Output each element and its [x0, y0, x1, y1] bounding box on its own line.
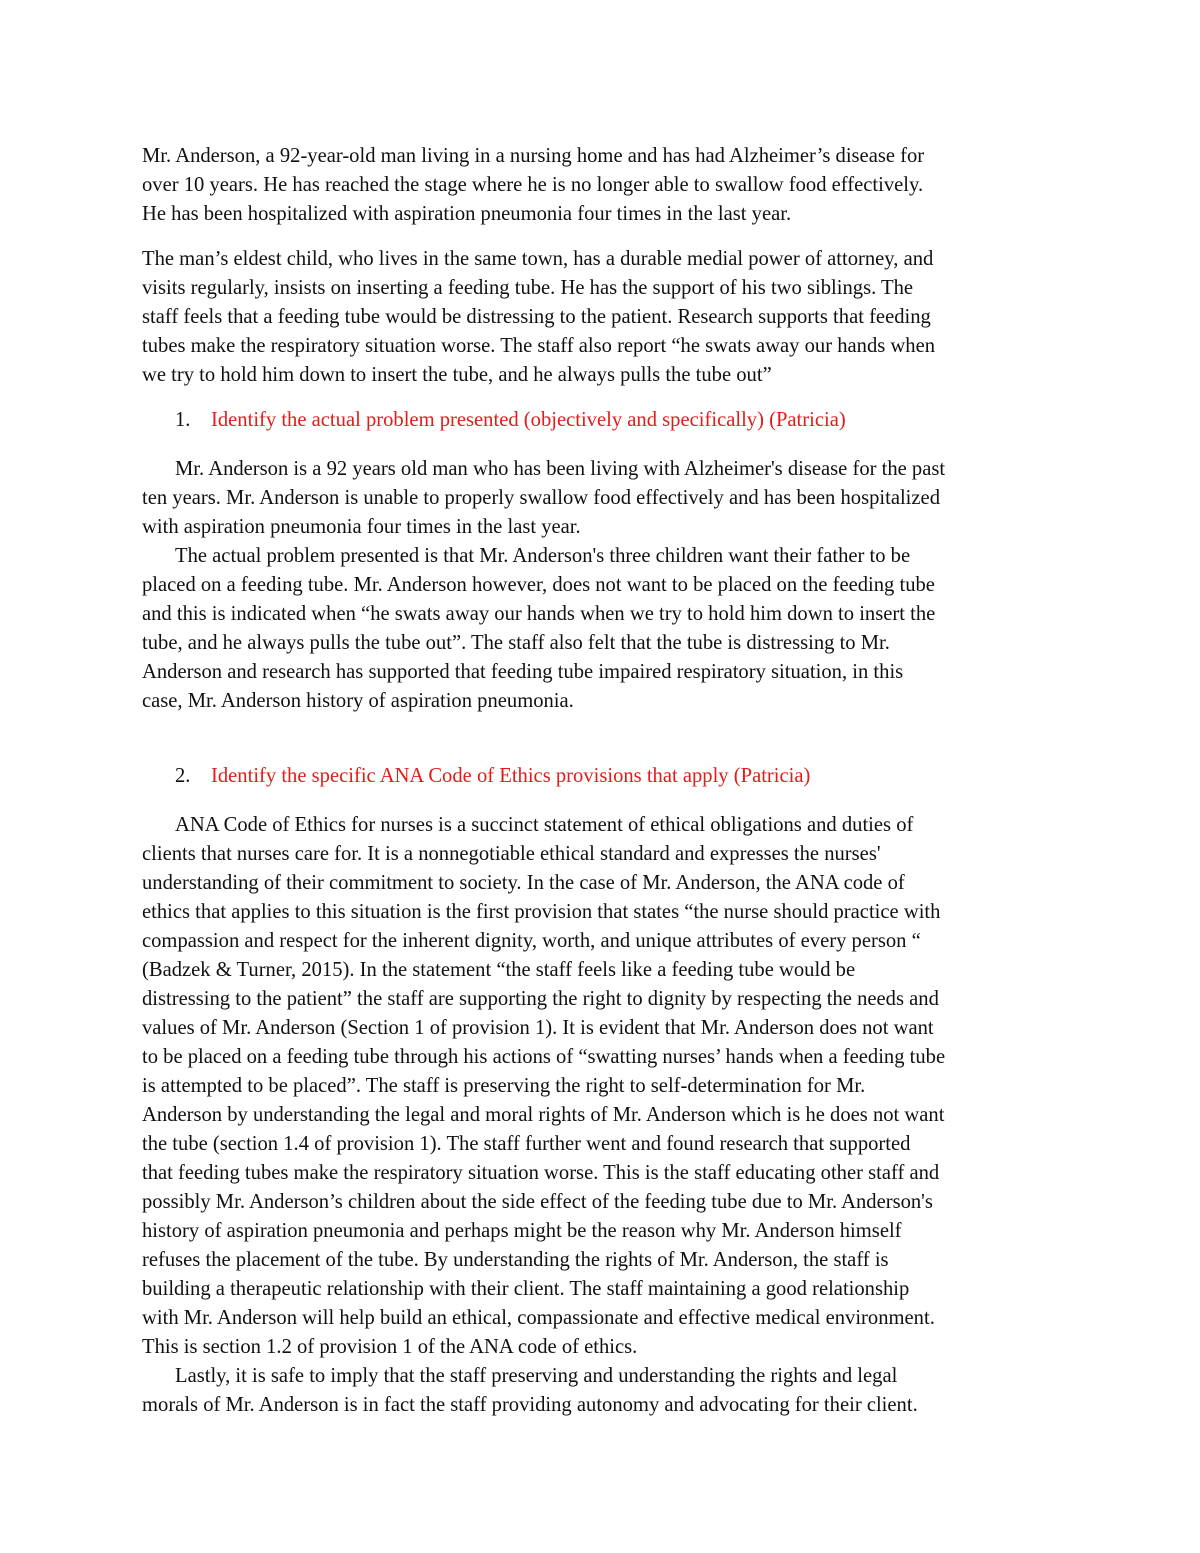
paragraph-spacer	[142, 390, 1067, 406]
text-line: The actual problem presented is that Mr. Anderson's three children want their father to be	[175, 545, 911, 567]
answer-1-paragraph-1	[142, 455, 1067, 542]
question-2-heading	[142, 762, 1067, 791]
text-line: possibly Mr. Anderson’s children about the side effect of the feeding tube due to Mr. Anderson's	[142, 1191, 933, 1213]
text-line: distressing to the patient” the staff are supporting the right to dignity by respecting the needs and	[142, 988, 939, 1010]
intro-paragraph-1	[142, 142, 1067, 229]
answer-2-paragraph-2	[142, 1362, 1067, 1420]
text-line: ANA Code of Ethics for nurses is a succinct statement of ethical obligations and duties of	[175, 814, 914, 836]
text-line: values of Mr. Anderson (Section 1 of provision 1). It is evident that Mr. Anderson does not want	[142, 1017, 934, 1039]
text-line: This is section 1.2 of provision 1 of the ANA code of ethics.	[142, 1336, 638, 1358]
text-line: tube, and he always pulls the tube out”. The staff also felt that the tube is distressing to Mr.	[142, 632, 890, 654]
question-text: Identify the actual problem presented (objectively and specifically) (Patricia)	[211, 409, 846, 431]
text-line: is attempted to be placed”. The staff is preserving the right to self-determination for Mr.	[142, 1075, 866, 1097]
text-line: placed on a feeding tube. Mr. Anderson however, does not want to be placed on the feeding tube	[142, 574, 935, 596]
text-line: we try to hold him down to insert the tube, and he always pulls the tube out”	[142, 364, 772, 386]
question-number: 1.	[175, 409, 191, 431]
paragraph-spacer	[142, 791, 1067, 811]
question-number: 2.	[175, 765, 191, 787]
text-line: compassion and respect for the inherent dignity, worth, and unique attributes of every person “	[142, 930, 921, 952]
text-line: history of aspiration pneumonia and perhaps might be the reason why Mr. Anderson himself	[142, 1220, 902, 1242]
text-line: that feeding tubes make the respiratory situation worse. This is the staff educating other staff and	[142, 1162, 940, 1184]
paragraph-spacer	[142, 229, 1067, 245]
text-line: The man’s eldest child, who lives in the same town, has a durable medial power of attorney, and	[142, 248, 934, 270]
text-line: Mr. Anderson, a 92-year-old man living in a nursing home and has had Alzheimer’s disease for	[142, 145, 925, 167]
text-line: Mr. Anderson is a 92 years old man who has been living with Alzheimer's disease for the past	[175, 458, 946, 480]
text-line: over 10 years. He has reached the stage where he is no longer able to swallow food effectively.	[142, 174, 924, 196]
text-line: case, Mr. Anderson history of aspiration pneumonia.	[142, 690, 574, 712]
text-line: Anderson by understanding the legal and moral rights of Mr. Anderson which is he does not want	[142, 1104, 945, 1126]
text-line: morals of Mr. Anderson is in fact the staff providing autonomy and advocating for their client.	[142, 1394, 918, 1416]
text-line: with aspiration pneumonia four times in the last year.	[142, 516, 581, 538]
text-line: (Badzek & Turner, 2015). In the statement “the staff feels like a feeding tube would be	[142, 959, 856, 981]
text-line: He has been hospitalized with aspiration pneumonia four times in the last year.	[142, 203, 792, 225]
text-line: refuses the placement of the tube. By understanding the rights of Mr. Anderson, the staff is	[142, 1249, 889, 1271]
text-line: ten years. Mr. Anderson is unable to properly swallow food effectively and has been hospitalized	[142, 487, 940, 509]
text-line: the tube (section 1.4 of provision 1). The staff further went and found research that supported	[142, 1133, 911, 1155]
text-line: with Mr. Anderson will help build an ethical, compassionate and effective medical environment.	[142, 1307, 935, 1329]
question-text: Identify the specific ANA Code of Ethics provisions that apply (Patricia)	[211, 765, 811, 787]
text-line: and this is indicated when “he swats away our hands when we try to hold him down to insert the	[142, 603, 936, 625]
intro-paragraph-2	[142, 245, 1067, 390]
text-line: clients that nurses care for. It is a nonnegotiable ethical standard and expresses the nurses'	[142, 843, 881, 865]
text-line: ethics that applies to this situation is the first provision that states “the nurse should practice with	[142, 901, 941, 923]
text-line: understanding of their commitment to society. In the case of Mr. Anderson, the ANA code of	[142, 872, 905, 894]
text-line: staff feels that a feeding tube would be distressing to the patient. Research supports that feeding	[142, 306, 931, 328]
text-line: visits regularly, insists on inserting a feeding tube. He has the support of his two siblings. The	[142, 277, 914, 299]
text-line: building a therapeutic relationship with their client. The staff maintaining a good relationship	[142, 1278, 910, 1300]
section-spacer	[142, 716, 1067, 762]
document-body	[142, 142, 1067, 1420]
answer-2-paragraph-1	[142, 811, 1067, 1362]
paragraph-spacer	[142, 435, 1067, 455]
text-line: tubes make the respiratory situation worse. The staff also report “he swats away our hands when	[142, 335, 936, 357]
question-1-heading	[142, 406, 1067, 435]
text-line: to be placed on a feeding tube through his actions of “swatting nurses’ hands when a feeding tube	[142, 1046, 946, 1068]
answer-1-paragraph-2	[142, 542, 1067, 716]
text-line: Lastly, it is safe to imply that the staff preserving and understanding the rights and legal	[175, 1365, 898, 1387]
text-line: Anderson and research has supported that feeding tube impaired respiratory situation, in this	[142, 661, 904, 683]
